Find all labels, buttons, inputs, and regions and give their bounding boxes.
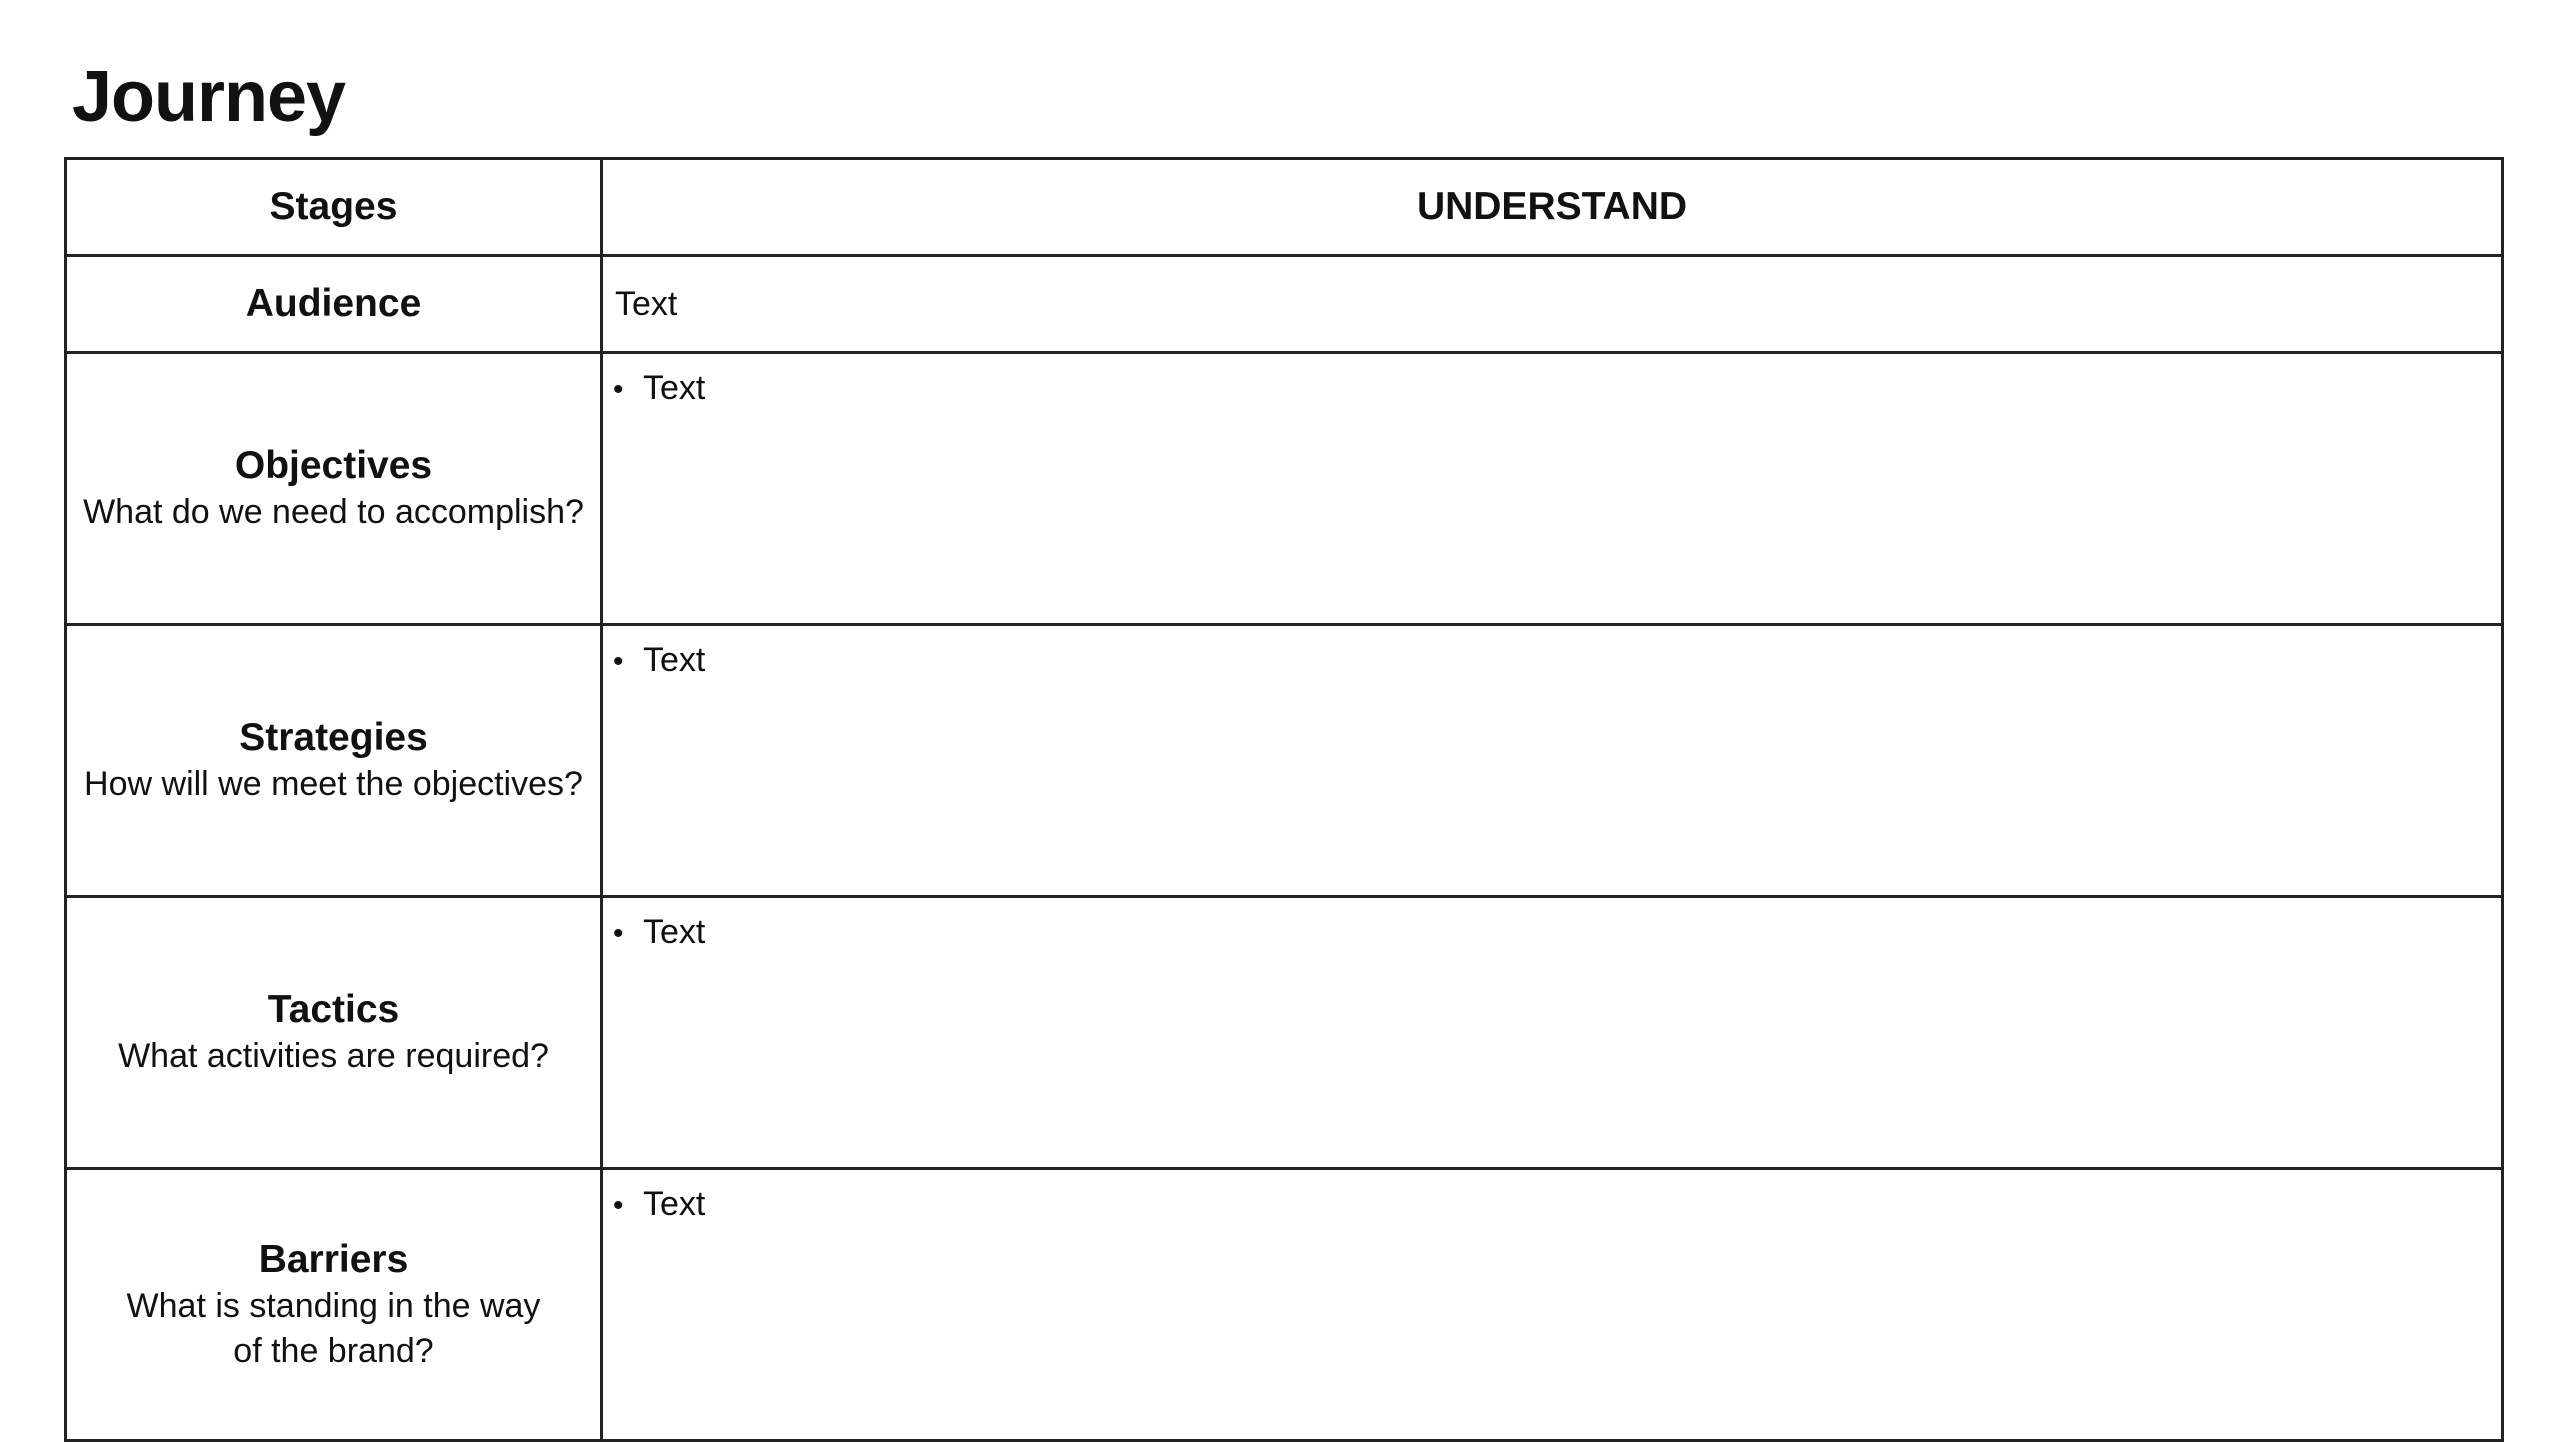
tactics-bullet-list: [613, 910, 2491, 956]
stages-row: [66, 159, 2503, 256]
bullet-text: Text: [643, 913, 706, 951]
objectives-subtitle: What do we need to accomplish?: [83, 493, 584, 531]
tactics-label-cell: [66, 897, 602, 1169]
bullet-text: Text: [643, 369, 706, 407]
list-item: [613, 910, 2491, 956]
tactics-subtitle: What activities are required?: [118, 1037, 549, 1075]
stages-label: Stages: [269, 185, 398, 228]
tactics-row: [66, 897, 2503, 1169]
strategies-row: [66, 625, 2503, 897]
barriers-label-cell: [66, 1169, 602, 1441]
objectives-row: [66, 353, 2503, 625]
audience-row: [66, 256, 2503, 353]
strategies-label-cell: [66, 625, 602, 897]
bullet-icon: •: [613, 917, 624, 950]
strategies-subtitle: How will we meet the objectives?: [84, 765, 583, 803]
audience-label: Audience: [245, 282, 422, 325]
strategies-content-cell[interactable]: [602, 625, 2503, 897]
bullet-icon: •: [613, 645, 624, 678]
stage-name: UNDERSTAND: [1416, 185, 1688, 228]
objectives-content-cell[interactable]: [602, 353, 2503, 625]
objectives-title: Objectives: [234, 444, 433, 487]
stages-label-cell: [66, 159, 602, 256]
objectives-label-cell: [66, 353, 602, 625]
strategies-title: Strategies: [239, 716, 428, 759]
audience-value-cell[interactable]: [602, 256, 2503, 353]
list-item: [613, 638, 2491, 684]
bullet-icon: •: [613, 373, 624, 406]
barriers-row: [66, 1169, 2503, 1441]
list-item: [613, 366, 2491, 412]
audience-label-cell: [66, 256, 602, 353]
bullet-icon: •: [613, 1189, 624, 1222]
bullet-text: Text: [643, 1185, 706, 1223]
page-title: Journey: [72, 57, 346, 137]
list-item: [613, 1182, 2491, 1228]
tactics-title: Tactics: [267, 988, 400, 1031]
strategies-bullet-list: [613, 638, 2491, 684]
barriers-content-cell[interactable]: [602, 1169, 2503, 1441]
tactics-content-cell[interactable]: [602, 897, 2503, 1169]
journey-table: [64, 157, 2504, 1442]
bullet-text: Text: [643, 641, 706, 679]
barriers-title: Barriers: [258, 1237, 409, 1281]
barriers-bullet-list: [613, 1182, 2491, 1228]
objectives-bullet-list: [613, 366, 2491, 412]
barriers-subtitle: What is standing in the way of the brand?: [126, 1286, 541, 1370]
audience-value: Text: [615, 284, 678, 323]
stage-name-cell[interactable]: [602, 159, 2503, 256]
